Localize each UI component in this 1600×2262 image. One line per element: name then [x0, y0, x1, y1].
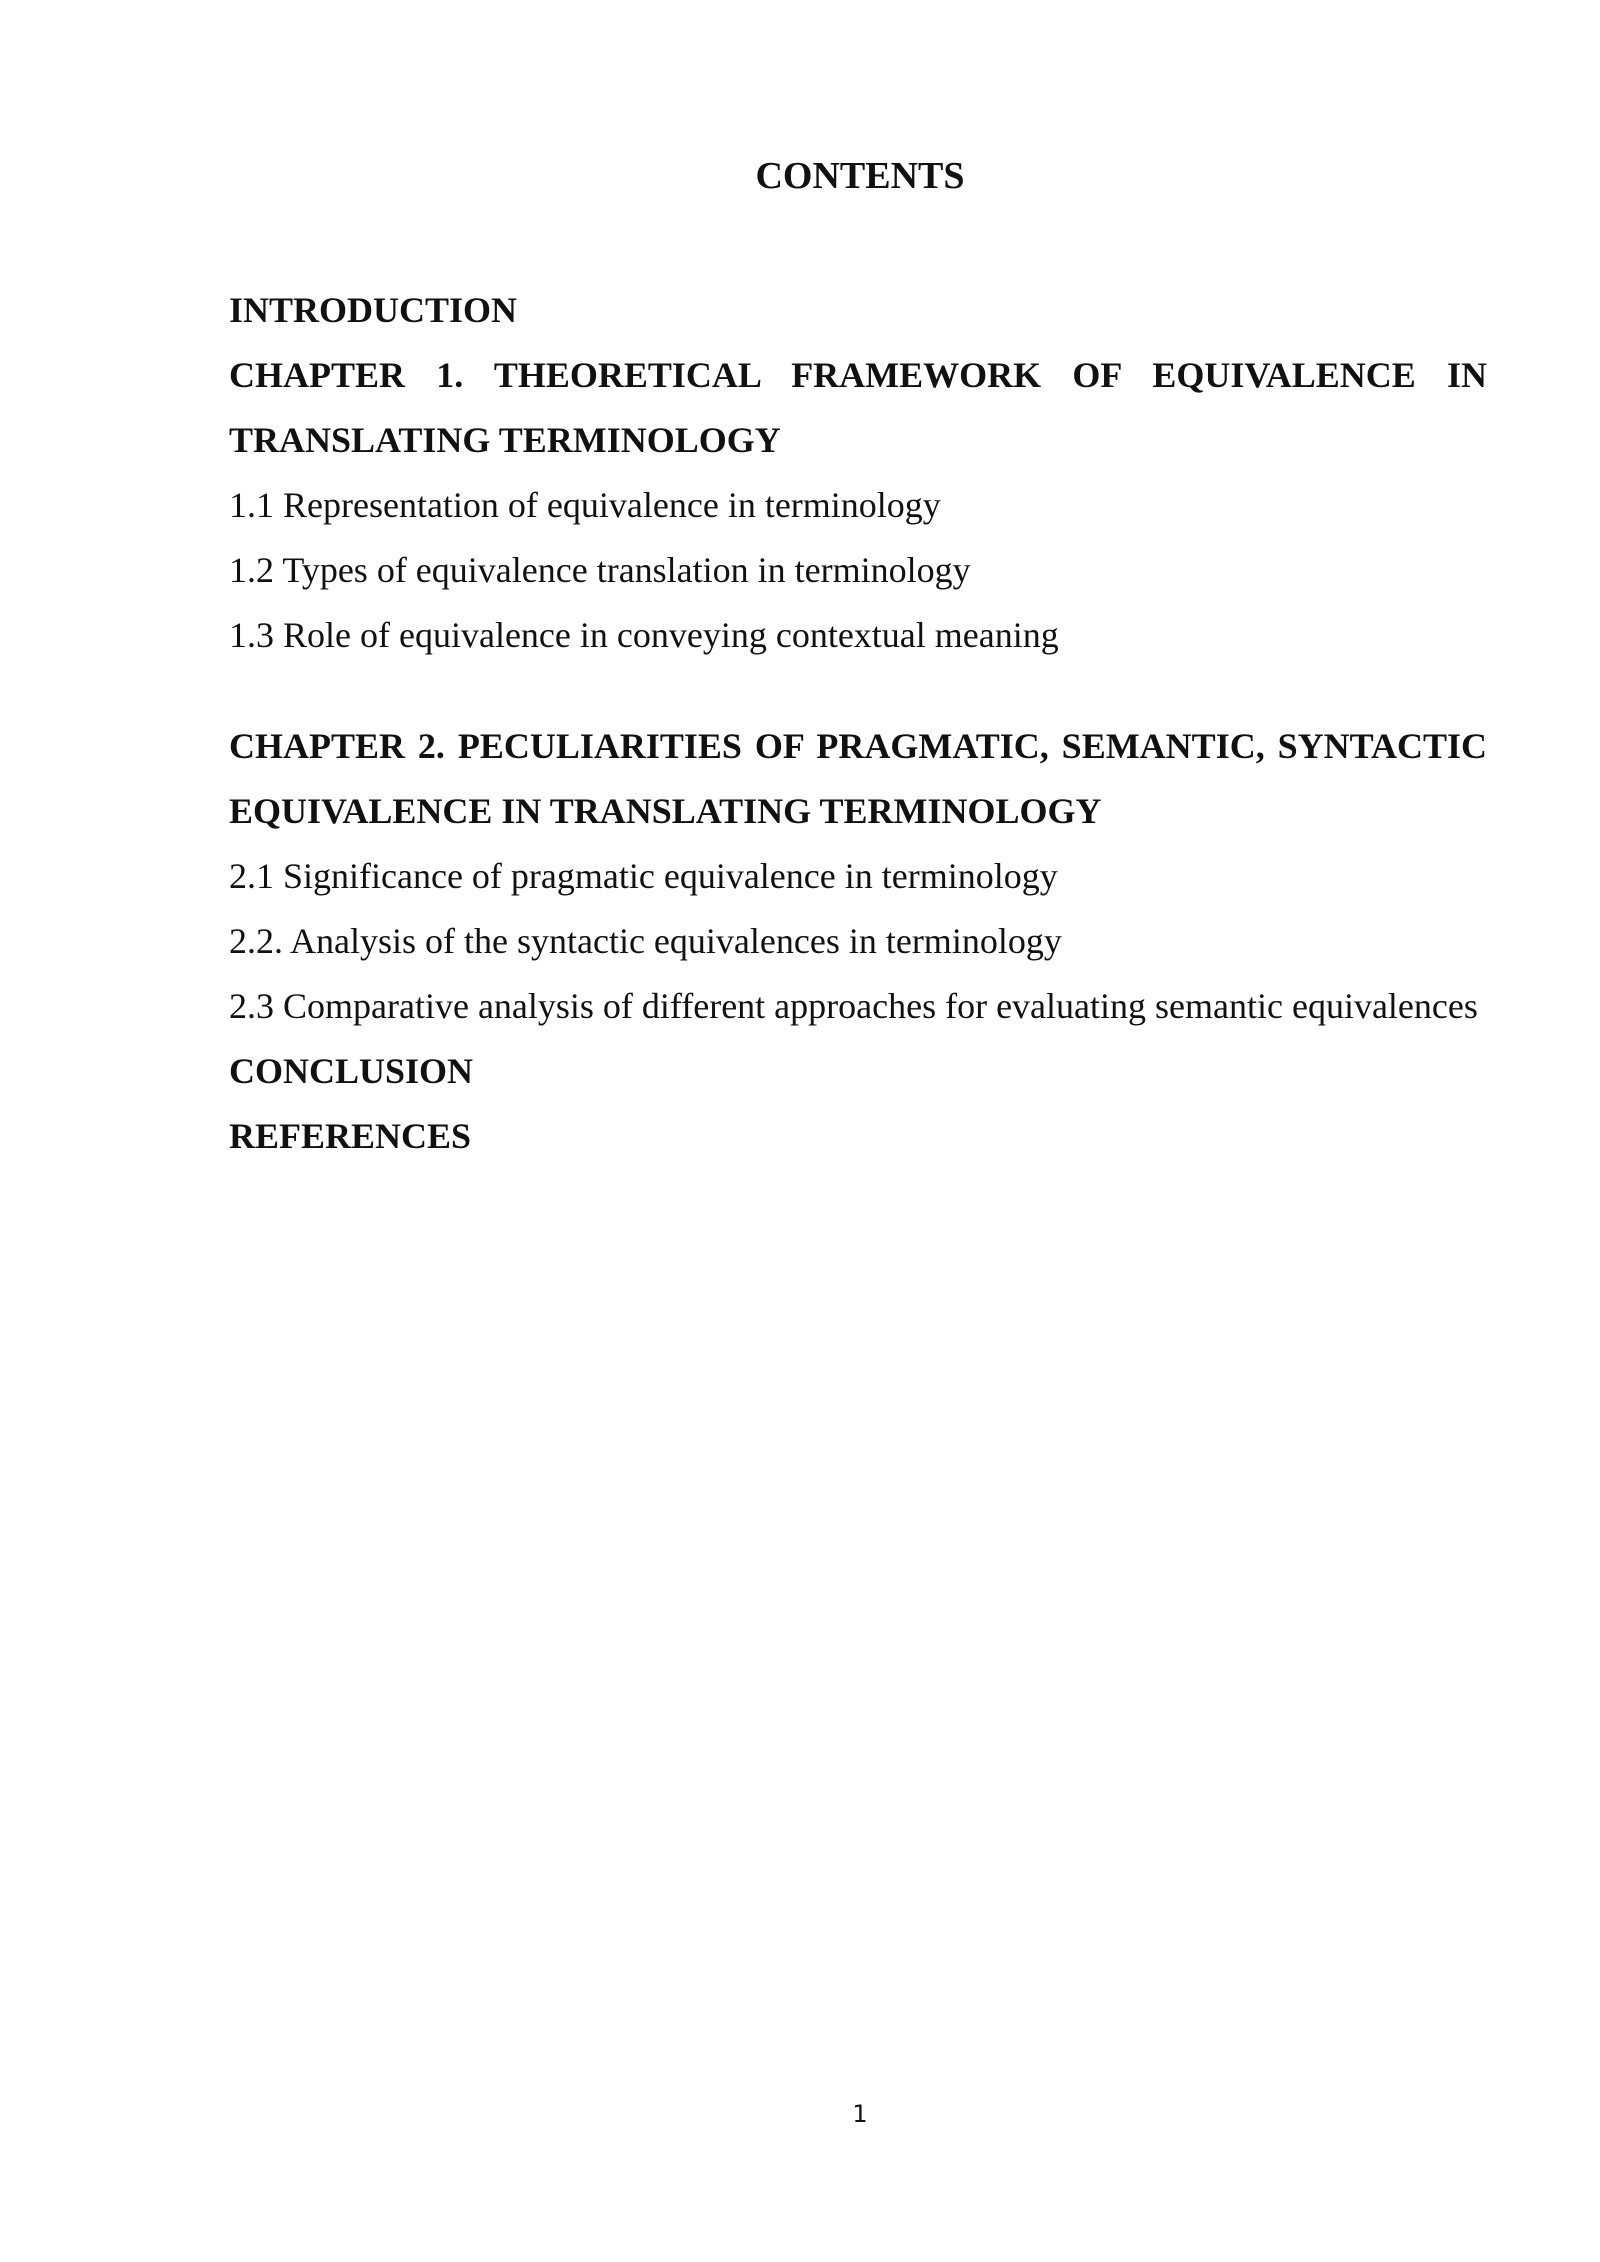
toc-entry-references: REFERENCES — [229, 1116, 472, 1156]
contents-title: CONTENTS — [755, 155, 965, 197]
page-number: 1 — [852, 2100, 868, 2128]
toc-entry-introduction: INTRODUCTION — [229, 290, 518, 330]
toc-entry-chapter-1: CHAPTER 1. THEORETICAL FRAMEWORK OF EQUIVALENCE IN TRANSLATING TERMINOLOGY — [229, 355, 1487, 460]
toc-entry-section-1-2: 1.2 Types of equivalence translation in terminology — [229, 550, 971, 590]
table-of-contents — [229, 278, 1487, 1169]
toc-entry-conclusion: CONCLUSION — [229, 1051, 474, 1091]
toc-entry-section-2-1: 2.1 Significance of pragmatic equivalence in terminology — [229, 856, 1058, 896]
section-spacer — [229, 668, 1487, 714]
toc-entry-section-2-2: 2.2. Analysis of the syntactic equivalences in terminology — [229, 921, 1062, 961]
toc-entry-section-1-3: 1.3 Role of equivalence in conveying contextual meaning — [229, 615, 1059, 655]
toc-entry-chapter-2: CHAPTER 2. PECULIARITIES OF PRAGMATIC, SEMANTIC, SYNTACTIC EQUIVALENCE IN TRANSLATING TERMINOLOGY — [229, 726, 1487, 831]
toc-entry-section-1-1: 1.1 Representation of equivalence in terminology — [229, 485, 941, 525]
toc-entry-section-2-3: 2.3 Comparative analysis of different approaches for evaluating semantic equivalences — [229, 986, 1478, 1026]
